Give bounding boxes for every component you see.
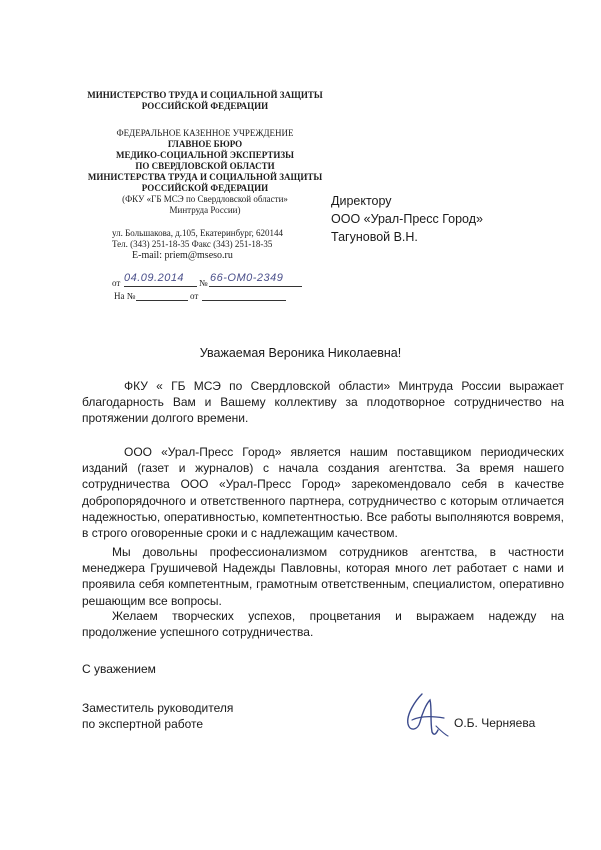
body-paragraph-4: Желаем творческих успехов, процветания и выражаем надежду на продолжение успешного сотрудничества. bbox=[82, 609, 564, 640]
signer-name: О.Б. Черняева bbox=[454, 716, 536, 730]
ref-from-underline bbox=[202, 300, 286, 301]
signer-position-line-1: Заместитель руководителя bbox=[82, 701, 234, 715]
reg-from-label: от bbox=[112, 278, 121, 288]
institution-line-4: ПО СВЕРДЛОВСКОЙ ОБЛАСТИ bbox=[135, 161, 275, 171]
ministry-line-2: РОССИЙСКОЙ ФЕДЕРАЦИИ bbox=[141, 101, 269, 111]
body-paragraph-2: ООО «Урал-Пресс Город» является нашим поставщиком периодических изданий (газет и журналов) с начала создания агентства. За время нашего сотрудничества ООО «Урал-Пресс Город» зарекомендовало себя в качестве добропорядочного и ответственного партнера, сотрудничество с которым отличается надежностью, оперативностью, компетентностью. Все работы выполняются вовремя, в строго оговоренные сроки и с надлежащим качеством. bbox=[82, 445, 564, 541]
signer-position-line-2: по экспертной работе bbox=[82, 717, 204, 731]
institution-line-2: ГЛАВНОЕ БЮРО bbox=[167, 139, 243, 149]
reg-number: 66-ОМ0-2349 bbox=[210, 272, 284, 284]
reg-number-underline bbox=[209, 286, 302, 287]
letterhead-contacts bbox=[112, 228, 332, 261]
email-line: E-mail: priem@mseso.ru bbox=[132, 250, 233, 261]
ref-from-label: от bbox=[190, 291, 199, 301]
phone-line: Тел. (343) 251-18-35 Факс (343) 251-18-35 bbox=[112, 239, 273, 249]
institution-short-1: (ФКУ «ГБ МСЭ по Свердловской области» bbox=[122, 194, 288, 204]
signer-position bbox=[82, 700, 233, 732]
institution-line-1: ФЕДЕРАЛЬНОЕ КАЗЕННОЕ УЧРЕЖДЕНИЕ bbox=[116, 128, 294, 138]
institution-line-5: МИНИСТЕРСТВА ТРУДА И СОЦИАЛЬНОЙ ЗАЩИТЫ bbox=[87, 172, 323, 182]
reg-number-label: № bbox=[199, 278, 208, 288]
body-paragraph-1: ФКУ « ГБ МСЭ по Свердловской области» Минтруда России выражает благодарность Вам и Вашему коллективу за плодотворное сотрудничество на протяжении долгого времени. bbox=[82, 379, 564, 426]
address-line: ул. Большакова, д.105, Екатеринбург, 620144 bbox=[112, 228, 284, 238]
institution-short-2: Минтруда России) bbox=[169, 205, 241, 215]
reg-date: 04.09.2014 bbox=[124, 272, 185, 284]
addressee-title: Директору bbox=[331, 194, 392, 208]
addressee-block bbox=[331, 192, 483, 246]
body-paragraph-3: Мы довольны профессионализмом сотрудников агентства, в частности менеджера Грушичевой Надежды Павловны, которая много лет работает с нами и проявила себя компетентным, грамотным ответственным, специалистом, оперативно решающим все вопросы. bbox=[82, 545, 564, 608]
institution-line-6: РОССИЙСКОЙ ФЕДЕРАЦИИ bbox=[141, 183, 269, 193]
handwritten-signature bbox=[392, 690, 452, 742]
letterhead-ministry bbox=[70, 90, 340, 112]
ref-number-underline bbox=[136, 300, 188, 301]
ministry-line-1: МИНИСТЕРСТВО ТРУДА И СОЦИАЛЬНОЙ ЗАЩИТЫ bbox=[87, 90, 323, 100]
ref-number-label: На № bbox=[114, 291, 136, 301]
salutation: Уважаемая Вероника Николаевна! bbox=[199, 346, 402, 360]
reg-date-underline bbox=[124, 286, 197, 287]
institution-line-3: МЕДИКО-СОЦИАЛЬНОЙ ЭКСПЕРТИЗЫ bbox=[115, 150, 294, 160]
addressee-company: ООО «Урал-Пресс Город» bbox=[331, 212, 483, 226]
closing-phrase: С уважением bbox=[82, 662, 156, 676]
letterhead-institution bbox=[70, 128, 340, 216]
addressee-name: Тагуновой В.Н. bbox=[331, 230, 418, 244]
